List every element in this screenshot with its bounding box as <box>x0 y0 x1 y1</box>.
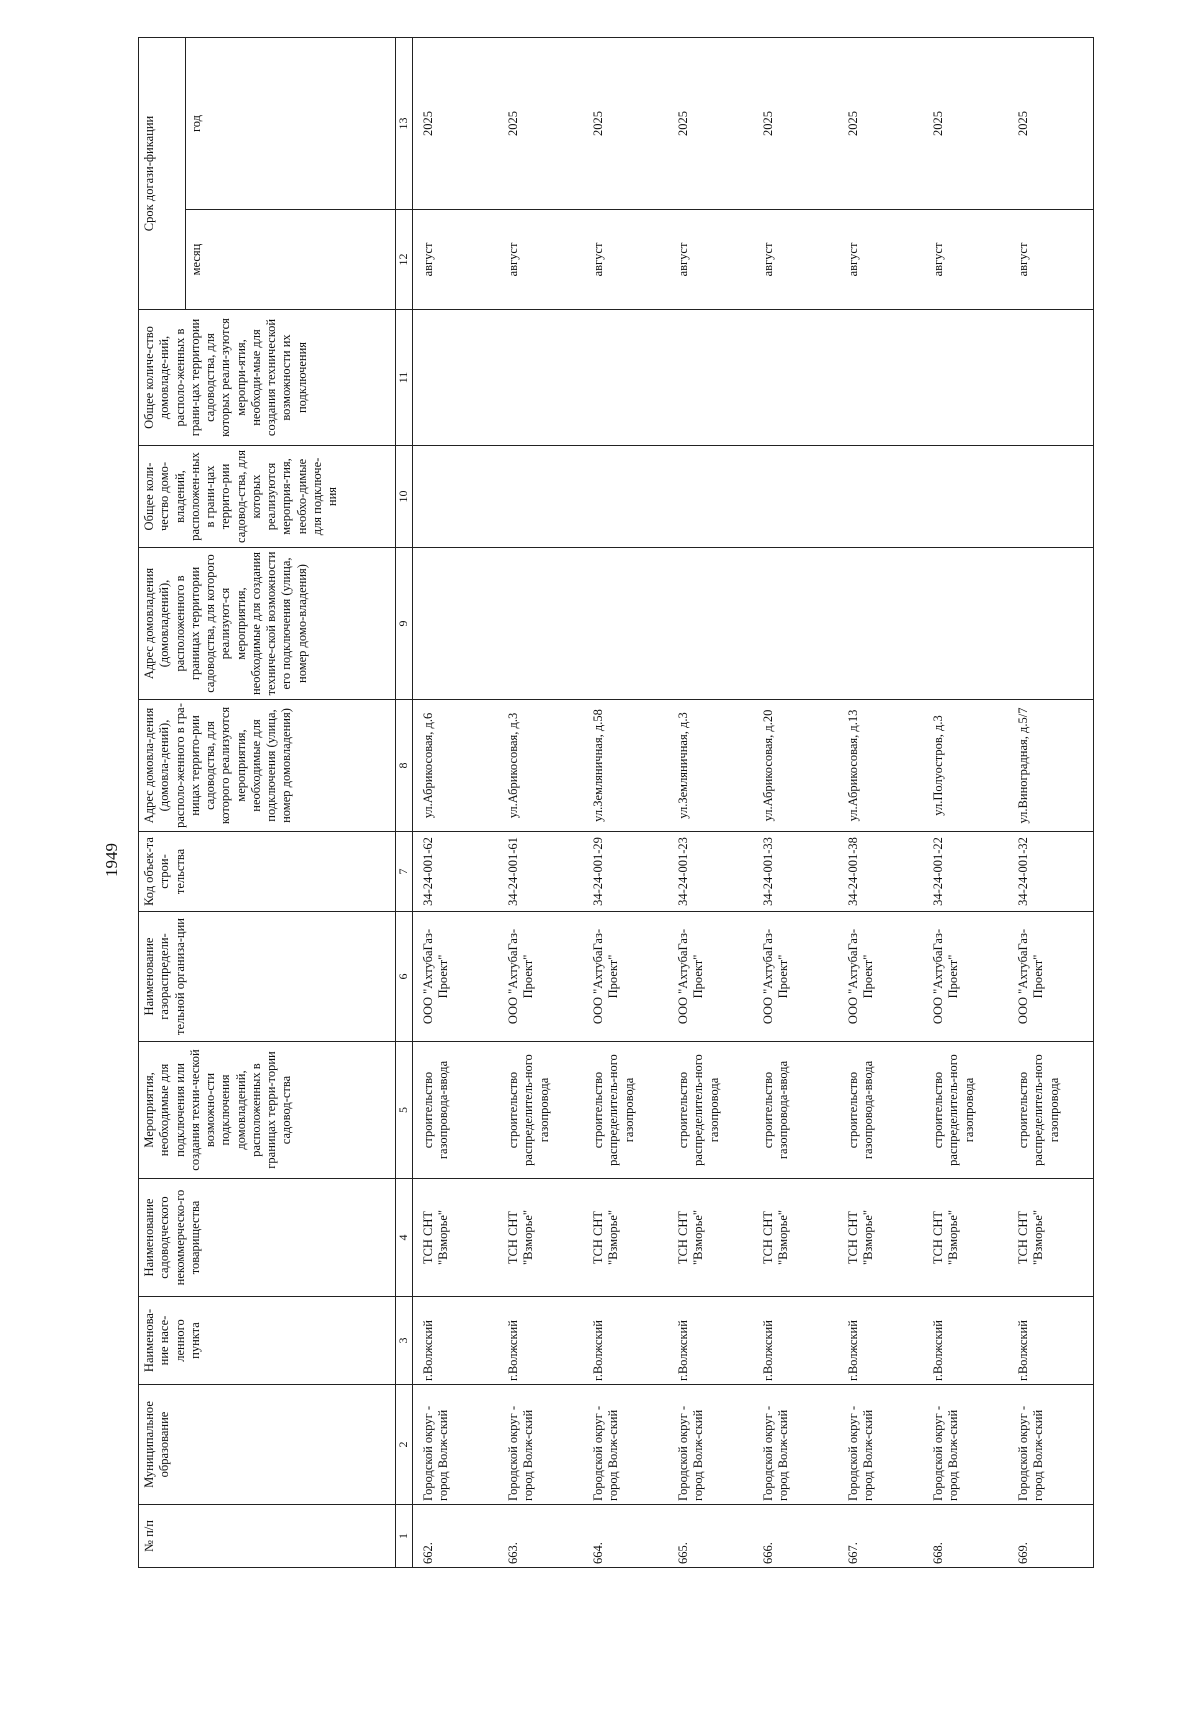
cell-settlement: г.Волжский <box>753 1297 838 1385</box>
cell-settlement: г.Волжский <box>923 1297 1008 1385</box>
cell-row-number: 667. <box>838 1505 923 1568</box>
cell-count-connection <box>668 446 753 548</box>
cell-object-code: 34-24-001-32 <box>1008 832 1094 912</box>
cell-month: август <box>838 210 923 310</box>
table-row <box>753 38 838 1568</box>
table-row <box>838 38 923 1568</box>
cell-snt-name: ТСН СНТ "Взморье" <box>923 1179 1008 1297</box>
header-settlement: Наименова-ние насе-ленного пункта <box>139 1297 396 1385</box>
cell-count-technical <box>583 310 668 446</box>
cell-settlement: г.Волжский <box>413 1297 499 1385</box>
cell-address-connection: ул.Виноградная, д.5/7 <box>1008 700 1094 832</box>
cell-settlement: г.Волжский <box>583 1297 668 1385</box>
cell-address-technical <box>668 548 753 700</box>
cell-gas-organization: ООО "АхтубаГаз-Проект" <box>498 912 583 1042</box>
cell-year: 2025 <box>583 38 668 210</box>
cell-row-number: 662. <box>413 1505 499 1568</box>
cell-row-number: 665. <box>668 1505 753 1568</box>
cell-count-technical <box>498 310 583 446</box>
table-row <box>1008 38 1094 1568</box>
column-number: 8 <box>396 700 413 832</box>
cell-count-connection <box>923 446 1008 548</box>
cell-count-technical <box>753 310 838 446</box>
cell-month: август <box>668 210 753 310</box>
cell-measures: строительство распределитель-ного газопровода <box>1008 1042 1094 1179</box>
cell-month: август <box>583 210 668 310</box>
column-number: 6 <box>396 912 413 1042</box>
cell-snt-name: ТСН СНТ "Взморье" <box>413 1179 499 1297</box>
cell-month: август <box>923 210 1008 310</box>
header-address-connection: Адрес домовла-дения (домовла-дений), располо-женного в гра-ницах террито-рии садоводства, для которого реализуются мероприятия, необходимые для подключения (улица, номер домовладения) <box>139 700 396 832</box>
cell-address-connection: ул.Земляничная, д.3 <box>668 700 753 832</box>
table-row <box>668 38 753 1568</box>
cell-settlement: г.Волжский <box>838 1297 923 1385</box>
cell-count-connection <box>1008 446 1094 548</box>
header-object-code: Код объек-та строи-тельства <box>139 832 396 912</box>
table-row <box>583 38 668 1568</box>
cell-snt-name: ТСН СНТ "Взморье" <box>583 1179 668 1297</box>
cell-municipality: Городской округ - город Волж-ский <box>668 1385 753 1505</box>
cell-object-code: 34-24-001-29 <box>583 832 668 912</box>
cell-settlement: г.Волжский <box>498 1297 583 1385</box>
cell-object-code: 34-24-001-33 <box>753 832 838 912</box>
header-measures: Мероприятия, необходимые для подключения или создания техни-ческой возможно-сти подключения домовладений, расположенных в границах терри-тории садовод-ства <box>139 1042 396 1179</box>
header-snt-name: Наименование садоводческого некоммерческо-го товарищества <box>139 1179 396 1297</box>
cell-count-technical <box>1008 310 1094 446</box>
cell-month: август <box>753 210 838 310</box>
cell-municipality: Городской округ - город Волж-ский <box>753 1385 838 1505</box>
cell-gas-organization: ООО "АхтубаГаз-Проект" <box>583 912 668 1042</box>
cell-address-connection: ул.Абрикосовая, д.13 <box>838 700 923 832</box>
cell-year: 2025 <box>838 38 923 210</box>
cell-row-number: 663. <box>498 1505 583 1568</box>
cell-address-technical <box>838 548 923 700</box>
cell-gas-organization: ООО "АхтубаГаз-Проект" <box>668 912 753 1042</box>
column-number: 7 <box>396 832 413 912</box>
column-number: 3 <box>396 1297 413 1385</box>
cell-row-number: 664. <box>583 1505 668 1568</box>
cell-address-technical <box>583 548 668 700</box>
table-row <box>923 38 1008 1568</box>
header-month: месяц <box>186 210 396 310</box>
cell-object-code: 34-24-001-62 <box>413 832 499 912</box>
cell-year: 2025 <box>668 38 753 210</box>
cell-year: 2025 <box>1008 38 1094 210</box>
cell-measures: строительство газопровода-ввода <box>753 1042 838 1179</box>
cell-year: 2025 <box>498 38 583 210</box>
cell-gas-organization: ООО "АхтубаГаз-Проект" <box>753 912 838 1042</box>
cell-month: август <box>1008 210 1094 310</box>
table-body <box>413 38 1094 1568</box>
cell-gas-organization: ООО "АхтубаГаз-Проект" <box>413 912 499 1042</box>
header-municipality: Муниципальное образование <box>139 1385 396 1505</box>
cell-count-technical <box>413 310 499 446</box>
column-number: 2 <box>396 1385 413 1505</box>
cell-gas-organization: ООО "АхтубаГаз-Проект" <box>923 912 1008 1042</box>
cell-count-connection <box>838 446 923 548</box>
cell-snt-name: ТСН СНТ "Взморье" <box>668 1179 753 1297</box>
cell-count-technical <box>923 310 1008 446</box>
cell-object-code: 34-24-001-23 <box>668 832 753 912</box>
header-count-connection: Общее коли-чество домо-владений, расположен-ных в грани-цах террито-рии садовод-ства, для которых реализуются мероприя-тия, необхо-димые для подключе-ния <box>139 446 396 548</box>
cell-count-connection <box>583 446 668 548</box>
cell-address-connection: ул.Земляничная, д.58 <box>583 700 668 832</box>
cell-address-technical <box>753 548 838 700</box>
column-number: 12 <box>396 210 413 310</box>
table-row <box>413 38 499 1568</box>
cell-settlement: г.Волжский <box>1008 1297 1094 1385</box>
cell-snt-name: ТСН СНТ "Взморье" <box>838 1179 923 1297</box>
cell-address-technical <box>1008 548 1094 700</box>
column-number: 11 <box>396 310 413 446</box>
cell-gas-organization: ООО "АхтубаГаз-Проект" <box>1008 912 1094 1042</box>
cell-count-connection <box>413 446 499 548</box>
cell-measures: строительство распределитель-ного газопровода <box>923 1042 1008 1179</box>
cell-municipality: Городской округ - город Волж-ский <box>583 1385 668 1505</box>
cell-snt-name: ТСН СНТ "Взморье" <box>753 1179 838 1297</box>
cell-snt-name: ТСН СНТ "Взморье" <box>1008 1179 1094 1297</box>
table-row <box>498 38 583 1568</box>
cell-municipality: Городской округ - город Волж-ский <box>923 1385 1008 1505</box>
cell-count-connection <box>498 446 583 548</box>
header-gasification-deadline: Срок догази-фикации <box>139 38 186 310</box>
cell-count-technical <box>838 310 923 446</box>
header-row-number: № п/п <box>139 1505 396 1568</box>
column-number: 1 <box>396 1505 413 1568</box>
cell-address-technical <box>413 548 499 700</box>
cell-municipality: Городской округ - город Волж-ский <box>1008 1385 1094 1505</box>
cell-address-connection: ул.Абрикосовая, д.6 <box>413 700 499 832</box>
cell-year: 2025 <box>753 38 838 210</box>
cell-municipality: Городской округ - город Волж-ский <box>838 1385 923 1505</box>
cell-measures: строительство распределитель-ного газопровода <box>668 1042 753 1179</box>
cell-settlement: г.Волжский <box>668 1297 753 1385</box>
cell-address-technical <box>923 548 1008 700</box>
column-number: 10 <box>396 446 413 548</box>
cell-address-connection: ул.Полуостров, д.3 <box>923 700 1008 832</box>
cell-measures: строительство газопровода-ввода <box>838 1042 923 1179</box>
cell-row-number: 669. <box>1008 1505 1094 1568</box>
cell-month: август <box>498 210 583 310</box>
cell-measures: строительство газопровода-ввода <box>413 1042 499 1179</box>
column-number: 9 <box>396 548 413 700</box>
cell-year: 2025 <box>413 38 499 210</box>
header-gas-organization: Наименование газораспредели-тельной организа-ции <box>139 912 396 1042</box>
cell-month: август <box>413 210 499 310</box>
column-number: 13 <box>396 38 413 210</box>
rotated-table-wrapper <box>138 38 1061 1568</box>
column-number: 5 <box>396 1042 413 1179</box>
cell-address-connection: ул.Абрикосовая, д.20 <box>753 700 838 832</box>
cell-measures: строительство распределитель-ного газопровода <box>498 1042 583 1179</box>
cell-row-number: 666. <box>753 1505 838 1568</box>
cell-snt-name: ТСН СНТ "Взморье" <box>498 1179 583 1297</box>
header-count-technical: Общее количе-ство домовладе-ний, располо-женных в грани-цах территории садоводства, для которых реали-зуются меропри-ятия, необходи-мые для создания технической возможности их подключения <box>139 310 396 446</box>
header-year: год <box>186 38 396 210</box>
cell-object-code: 34-24-001-22 <box>923 832 1008 912</box>
cell-gas-organization: ООО "АхтубаГаз-Проект" <box>838 912 923 1042</box>
cell-municipality: Городской округ - город Волж-ский <box>498 1385 583 1505</box>
cell-measures: строительство распределитель-ного газопровода <box>583 1042 668 1179</box>
cell-address-technical <box>498 548 583 700</box>
cell-count-connection <box>753 446 838 548</box>
page-number: 1949 <box>102 843 121 877</box>
gasification-table <box>138 37 1094 1568</box>
cell-object-code: 34-24-001-61 <box>498 832 583 912</box>
header-address-technical: Адрес домовладения (домовладений), расположенного в границах территории садоводства, для которого реализуют-ся мероприятия, необходимые для создания техниче-ской возможности его подключения (улица, номер домо-владения) <box>139 548 396 700</box>
cell-municipality: Городской округ - город Волж-ский <box>413 1385 499 1505</box>
cell-object-code: 34-24-001-38 <box>838 832 923 912</box>
cell-count-technical <box>668 310 753 446</box>
cell-address-connection: ул.Абрикосовая, д.3 <box>498 700 583 832</box>
column-number: 4 <box>396 1179 413 1297</box>
cell-year: 2025 <box>923 38 1008 210</box>
cell-row-number: 668. <box>923 1505 1008 1568</box>
